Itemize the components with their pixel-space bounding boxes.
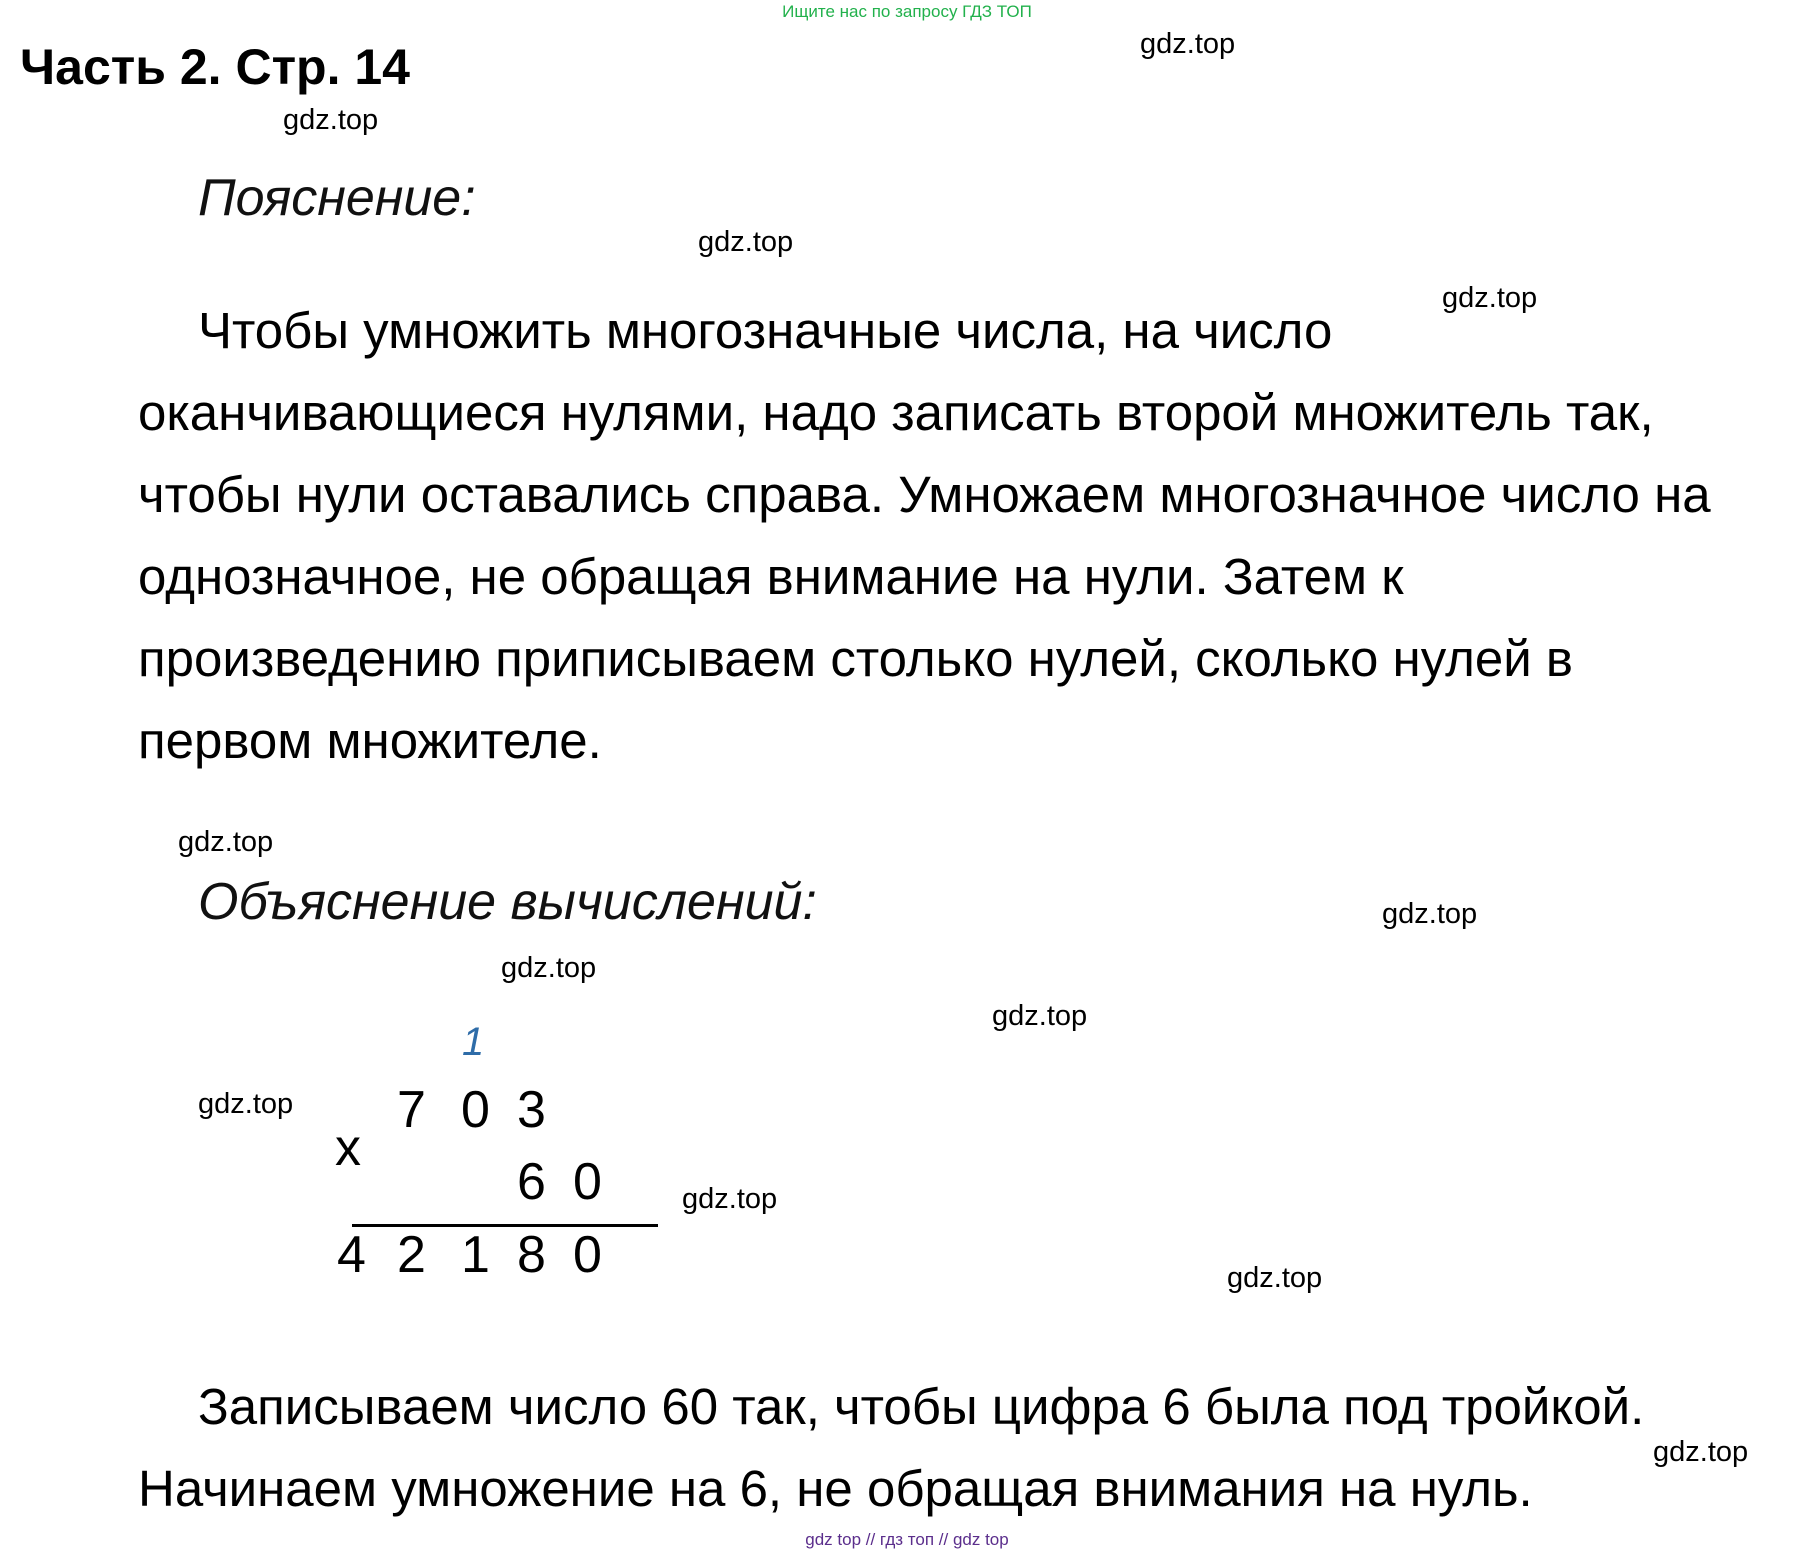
- paragraph-line: однозначное, не обращая внимание на нули. Затем к: [138, 548, 1404, 605]
- paragraph-line: Начинаем умножение на 6, не обращая внимания на нуль.: [138, 1460, 1533, 1517]
- multiplicand-digit: 0: [461, 1081, 490, 1139]
- multiplier-digit: 6: [517, 1153, 546, 1211]
- watermark: gdz.top: [283, 104, 379, 136]
- product-digit: 0: [573, 1226, 602, 1284]
- top-banner: Ищите нас по запросу ГДЗ ТОП: [782, 2, 1032, 21]
- product-digit: 1: [461, 1226, 490, 1284]
- product-digit: 8: [517, 1226, 546, 1284]
- watermark: gdz.top: [698, 226, 794, 258]
- calculation-paragraph: [138, 1366, 1798, 1530]
- explanation-heading: Пояснение:: [198, 169, 476, 227]
- watermark: gdz.top: [198, 1088, 294, 1120]
- watermark: gdz.top: [1140, 28, 1236, 60]
- paragraph-line: оканчивающиеся нулями, надо записать второй множитель так,: [138, 384, 1654, 441]
- carry-digit: 1: [462, 1020, 485, 1064]
- multiply-operator: x: [335, 1119, 361, 1177]
- paragraph-line: произведению приписываем столько нулей, сколько нулей в: [138, 630, 1573, 687]
- watermark: gdz.top: [992, 1000, 1088, 1032]
- watermark: gdz.top: [501, 952, 597, 984]
- watermark: gdz.top: [178, 826, 274, 858]
- watermark: gdz.top: [1382, 898, 1478, 930]
- watermark: gdz.top: [1227, 1262, 1323, 1294]
- page-title: Часть 2. Стр. 14: [20, 39, 410, 95]
- watermark: gdz.top: [1442, 282, 1538, 314]
- watermark: gdz.top: [682, 1183, 778, 1215]
- paragraph-line: Записываем число 60 так, чтобы цифра 6 была под тройкой.: [198, 1378, 1645, 1435]
- calculation-heading: Объяснение вычислений:: [198, 873, 817, 931]
- explanation-paragraph: [138, 290, 1798, 782]
- product-digit: 4: [337, 1226, 366, 1284]
- bottom-banner: gdz top // гдз топ // gdz top: [805, 1530, 1009, 1549]
- paragraph-line: чтобы нули оставались справа. Умножаем многозначное число на: [138, 466, 1711, 523]
- paragraph-line: Чтобы умножить многозначные числа, на число: [198, 302, 1333, 359]
- product-digit: 2: [397, 1226, 426, 1284]
- multiplier-digit: 0: [573, 1153, 602, 1211]
- paragraph-line: первом множителе.: [138, 712, 602, 769]
- multiplicand-digit: 7: [397, 1081, 426, 1139]
- watermark: gdz.top: [1653, 1436, 1749, 1468]
- multiplicand-digit: 3: [517, 1081, 546, 1139]
